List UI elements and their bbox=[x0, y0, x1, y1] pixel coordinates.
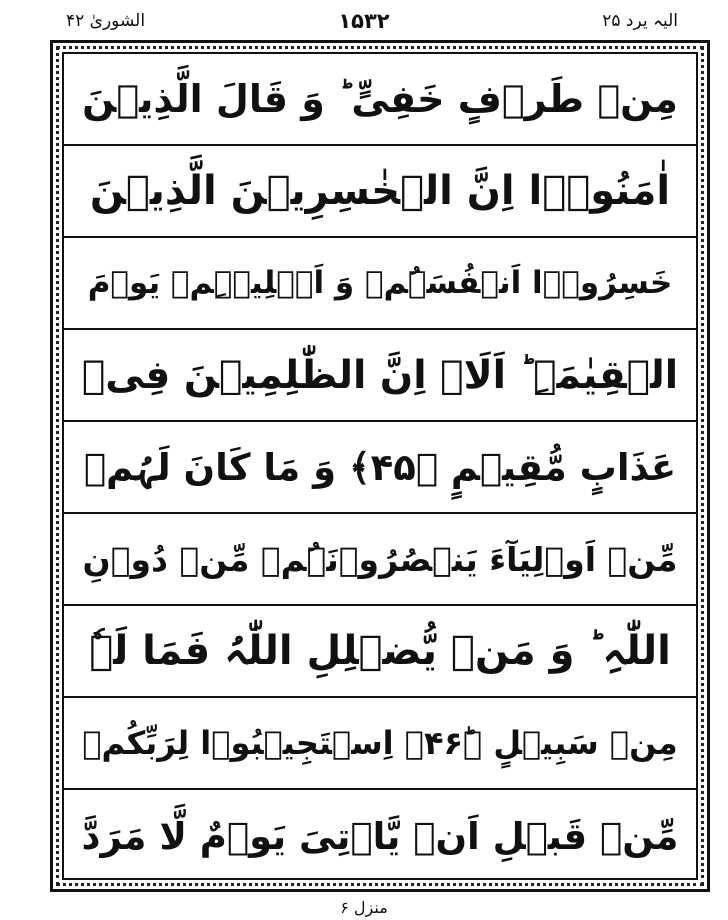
verse-line-2 bbox=[64, 146, 696, 238]
verse-line-5 bbox=[64, 422, 696, 514]
verse-text: اٰمَنُوۡۤا اِنَّ الۡخٰسِرِیۡنَ الَّذِیۡنَ bbox=[89, 168, 671, 214]
para-name-header: الیہ یرد ۲۵ bbox=[602, 11, 678, 31]
verse-line-9 bbox=[64, 790, 696, 882]
verse-line-3 bbox=[64, 238, 696, 330]
verse-line-6 bbox=[64, 514, 696, 606]
verse-text: اللّٰہِ ؕ وَ مَنۡ یُّضۡلِلِ اللّٰہُ فَمَا لَہٗ bbox=[89, 628, 671, 674]
surah-name-header: الشوریٰ ۴۲ bbox=[66, 11, 146, 31]
verse-text: عَذَابٍ مُّقِیۡمٍ ﴿۴۵﴾ وَ مَا کَانَ لَہُمۡ bbox=[83, 445, 677, 489]
verse-frame bbox=[62, 52, 698, 880]
manzil-footer: منزل ۶ bbox=[340, 898, 388, 917]
verse-line-7 bbox=[64, 606, 696, 698]
verse-text: مِّنۡ قَبۡلِ اَنۡ یَّاۡتِیَ یَوۡمٌ لَّا مَرَدَّ bbox=[81, 814, 679, 858]
verse-line-4 bbox=[64, 330, 696, 422]
verse-text: الۡقِیٰمَۃِ ؕ اَلَاۤ اِنَّ الظّٰلِمِیۡنَ فِیۡ bbox=[81, 352, 679, 398]
verse-line-1 bbox=[64, 54, 696, 146]
verse-text: مِنۡ سَبِیۡلٍ ﴿ؕ۴۶﴾ اِسۡتَجِیۡبُوۡا لِرَبِّکُمۡ bbox=[82, 724, 678, 762]
verse-line-8 bbox=[64, 698, 696, 790]
page-number: ۱۵۳۲ bbox=[338, 9, 390, 33]
verse-text: مِنۡ طَرۡفٍ خَفِیٍّ ؕ وَ قَالَ الَّذِیۡنَ bbox=[82, 77, 678, 121]
verse-text: مِّنۡ اَوۡلِیَآءَ یَنۡصُرُوۡنَہُمۡ مِّنۡ دُوۡنِ bbox=[82, 539, 678, 579]
verse-text: خَسِرُوۡۤا اَنۡفُسَہُمۡ وَ اَہۡلِیۡہِمۡ یَوۡمَ bbox=[87, 265, 673, 301]
